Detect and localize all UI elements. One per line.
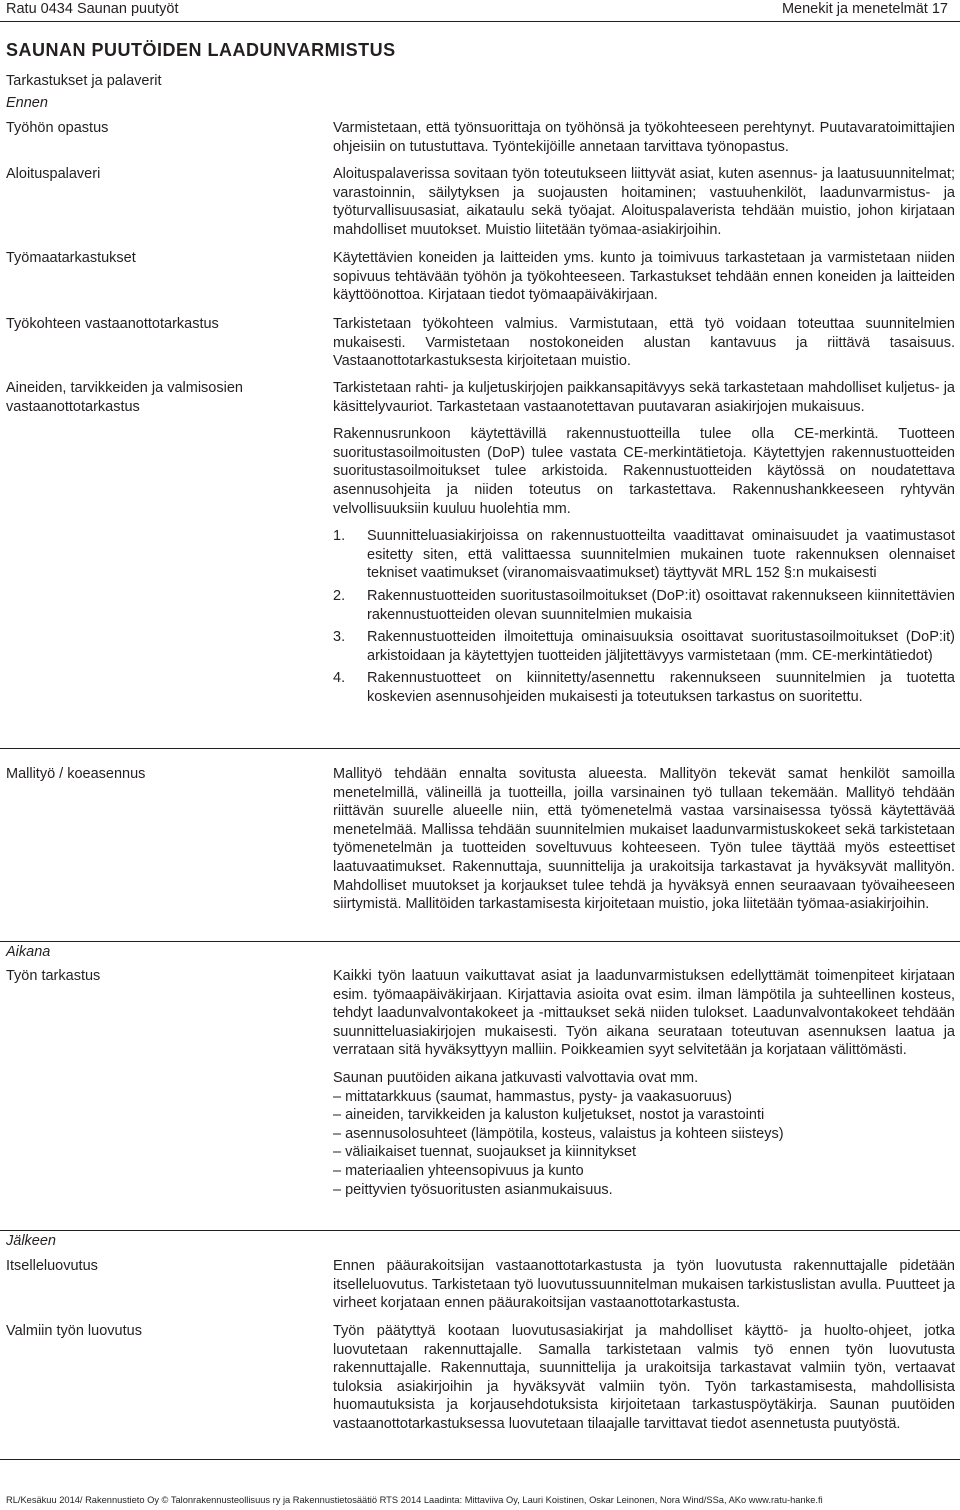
row-label-mallityo: Mallityö / koeasennus: [6, 766, 146, 782]
list-number: 1.: [333, 528, 346, 545]
row-label-tyohon-opastus: Työhön opastus: [6, 120, 109, 136]
list-item: [333, 628, 955, 665]
paragraph: Käytettävien koneiden ja laitteiden yms. kunto ja toimivuus tarkastetaan ja varmistetaan niiden sopivuus tehtävään työhön ja työkohteeseen. Tarkastukset tehdään ennen koneiden ja laitteiden käyttöönottoa. Kirjataan tiedot työmaapäiväkirjaan.: [333, 250, 955, 304]
row-label-valmiin: Valmiin työn luovutus: [6, 1323, 142, 1339]
paragraph: Ennen pääurakoitsijan vastaanottotarkastusta ja työn luovutusta rakennuttajalle pidetään itselleluovutus. Tarkistetaan työ luovutussuunnitelman mukaisen tarkistuslistan avulla. Puutteet ja virheet korjataan ennen pääurakoitsijan vastaanottotarkastusta.: [333, 1258, 955, 1312]
row-text-aineiden: [333, 379, 955, 711]
phase-during: Aikana: [6, 944, 51, 960]
list-item: [333, 527, 955, 583]
row-label-tyon-tarkastus: Työn tarkastus: [6, 968, 101, 984]
row-text-aloituspalaveri: [333, 165, 955, 239]
paragraph: Varmistetaan, että työnsuorittaja on työhönsä ja työkohteeseen perehtynyt. Puutavaratoimittajien ohjeisiin on tutustuttava. Työntekijöille annetaan tarvittava työnopastus.: [333, 120, 955, 155]
dash-list: [333, 1088, 955, 1200]
list-text: Suunnitteluasiakirjoissa on rakennustuotteilta vaadittavat ominaisuudet ja vaatimustasot esitetty siten, että valittaessa suunnitelmien mukainen tuote rakennuksen olennaiset tekniset vaatimukset (viranomaisvaatimukset) täyttyvät MRL 152 §:n mukaisesti: [367, 528, 955, 582]
section-subtitle: Tarkastukset ja palaverit: [6, 73, 162, 89]
paragraph: Työn päätyttyä kootaan luovutusasiakirjat ja mahdolliset käyttö- ja huolto-ohjeet, jotka luovutetaan rakennuttajalle. Samalla tarkistetaan valmis työ ennen työn luovutusta rakennuttajalle. Rakennuttaja, suunnittelija ja urakoitsija tarkastavat valmiin työn, vertaavat tuloksia asiakirjoihin ja hyväksyvät valmiin työn. Työn tarkastamisesta, mahdollisista huomautuksista ja korjausehdotuksista kirjoitetaan tarkastuspöytäkirja. Saunan puutöiden vastaanottotarkastuksessa luovutetaan tilaajalle tarvittavat tiedot asennetusta puutyöstä.: [333, 1323, 955, 1432]
list-item: – mittatarkkuus (saumat, hammastus, pysty- ja vaakasuoruus): [333, 1088, 732, 1105]
row-text-tyokohteen: [333, 315, 955, 371]
page-title: SAUNAN PUUTÖIDEN LAADUNVARMISTUS: [6, 40, 396, 60]
section-divider: [0, 941, 960, 942]
row-text-valmiin: [333, 1322, 955, 1434]
row-label-aloituspalaveri: Aloituspalaveri: [6, 166, 101, 182]
list-number: 3.: [333, 629, 346, 646]
list-item: – väliaikaiset tuennat, suojaukset ja kiinnitykset: [333, 1144, 637, 1161]
paragraph: Tarkistetaan rahti- ja kuljetuskirjojen paikkansapitävyys sekä tarkastetaan mahdolliset kuljetus- ja käsittelyvauriot. Tarkastetaan vastaanotettavan puutavaran asiakirjojen mukaisuus.: [333, 380, 955, 415]
row-text-itselleluovutus: [333, 1257, 955, 1313]
list-item: – peittyvien työsuoritusten asianmukaisuus.: [333, 1181, 613, 1198]
row-text-tyohon-opastus: [333, 119, 955, 156]
header-page-label: Menekit ja menetelmät 17: [781, 1, 948, 17]
section-divider: [0, 748, 960, 749]
list-item: – asennusolosuhteet (lämpötila, kosteus, valaistus ja kohteen siisteys): [333, 1125, 784, 1142]
row-text-mallityo: [333, 765, 955, 914]
footer-credits: RL/Kesäkuu 2014/ Rakennustieto Oy © Talonrakennusteollisuus ry ja Rakennustietosäätiö RTS 2014 Laadinta: Mittaviiva Oy, Lauri Koistinen, Oskar Leinonen, Nora Wind/SSa, AKo www.ratu-hanke.fi: [6, 1495, 823, 1505]
list-text: Rakennustuotteiden ilmoitettuja ominaisuuksia osoittavat suoritustasoilmoitukset (DoP:it) arkistoidaan ja käytettyjen tuotteiden jäljitettävyys varmistetaan (mm. CE-merkintätiedot): [367, 629, 955, 664]
paragraph: Kaikki työn laatuun vaikuttavat asiat ja laadunvarmistuksen edellyttämät toimenpiteet kirjataan esim. työmaapäiväkirjaan. Kirjattavia asioita ovat esim. ilman lämpötila ja suhteellinen kosteus, tehdyt laadunvalvontakokeet ja -mittaukset sekä niiden tulokset. Laadunvalvontakokeet tehdään suunnitteluasiakirjojen mukaisesti. Työn aikana seurataan toteutuvan asennuksen laatua ja verrataan sitä hyväksyttyyn malliin. Poikkeamien syyt selvitetään ja korjataan välittömästi.: [333, 968, 955, 1059]
paragraph: Mallityö tehdään ennalta sovitusta alueesta. Mallityön tekevät samat henkilöt samoilla menetelmillä, välineillä ja tuotteilla, joilla varsinainen työ tullaan tekemään. Mallityö tehdään riittävän suurelle alueelle niin, että työmenetelmä vastaa varsinaisessa työssä käytettävää menetelmää. Mallissa tehdään suunnitelmien mukaiset laadunvarmistuskokeet sekä tarkistetaan työmenetelmän ja tuotteiden soveltuvuus kohteeseen. Työn tulee täyttää myös esteettiset laatuvaatimukset. Rakennuttaja, suunnittelija ja urakoitsija tarkastavat ja hyväksyvät mallityön. Mahdolliset muutokset ja korjaukset tulee tehdä ja hyväksyä ennen seuraavaan työvaiheeseen siirtymistä. Mallitöiden tarkastamisesta kirjoitetaan muistio, joka liitetään työmaa-asiakirjoihin.: [333, 766, 955, 913]
paragraph: Saunan puutöiden aikana jatkuvasti valvottavia ovat mm.: [333, 1069, 699, 1086]
list-item: [333, 669, 955, 706]
list-item: – materiaalien yhteensopivuus ja kunto: [333, 1162, 584, 1179]
section-divider: [0, 1230, 960, 1231]
list-number: 2.: [333, 587, 346, 604]
list-number: 4.: [333, 670, 346, 687]
numbered-list: [333, 527, 955, 706]
section-divider: [0, 1459, 960, 1460]
header-divider: [0, 21, 960, 22]
list-item: [333, 587, 955, 624]
paragraph: Rakennusrunkoon käytettävillä rakennustuotteilla tulee olla CE-merkintä. Tuotteen suoritustasoilmoitusten (DoP) tulee vastata CE-merkintätietoja. Käytettyjen rakennustuotteiden suoritustasoilmoitukset tulee arkistoida. Rakennustuotteiden käytössä on noudatettava asennusohjeita ja niiden toteutus on tarkastettava. Rakennushankkeeseen ryhtyvän velvollisuuksiin kuuluu huolehtia mm.: [333, 426, 955, 517]
phase-before: Ennen: [6, 95, 48, 111]
phase-after: Jälkeen: [6, 1233, 56, 1249]
list-item: – aineiden, tarvikkeiden ja kaluston kuljetukset, nostot ja varastointi: [333, 1107, 765, 1124]
row-text-tyomaatarkastukset: [333, 249, 955, 305]
row-label-itselleluovutus: Itselleluovutus: [6, 1258, 98, 1274]
row-label-tyokohteen: Työkohteen vastaanottotarkastus: [6, 316, 219, 332]
paragraph: Aloituspalaverissa sovitaan työn toteutukseen liittyvät asiat, kuten asennus- ja laatusuunnitelmat; varastoinnin, säilytyksen ja suojausten hoitaminen; vastuuhenkilöt, laadunvarmistus- ja työturvallisuusasiat, aikataulu sekä työajat. Aloituspalaverista tehdään muistio, johon kirjataan mahdolliset muutokset. Muistio liitetään työmaa-asiakirjoihin.: [333, 166, 955, 238]
paragraph: Tarkistetaan työkohteen valmius. Varmistutaan, että työ voidaan toteuttaa suunnitelmien mukaisesti. Varmistetaan nostokoneiden alustan kantavuus ja riittävä tasaisuus. Vastaanottotarkastuksesta kirjoitetaan muistio.: [333, 316, 955, 370]
list-text: Rakennustuotteet on kiinnitetty/asennettu rakennukseen suunnitelmien ja tuotetta koskevien asennusohjeiden mukaisesti ja toteutuksen tarkastus on suoritettu.: [367, 670, 955, 705]
row-label-tyomaatarkastukset: Työmaatarkastukset: [6, 250, 136, 266]
header-doc-title: Ratu 0434 Saunan puutyöt: [6, 1, 179, 17]
row-text-tyon-tarkastus: [333, 967, 955, 1199]
row-label-aineiden: Aineiden, tarvikkeiden ja valmisosien vastaanottotarkastus: [6, 380, 243, 415]
list-text: Rakennustuotteiden suoritustasoilmoitukset (DoP:it) osoittavat rakennukseen kiinnitettävien rakennustuotteiden olevan suunnitelmien mukaisia: [367, 587, 955, 623]
